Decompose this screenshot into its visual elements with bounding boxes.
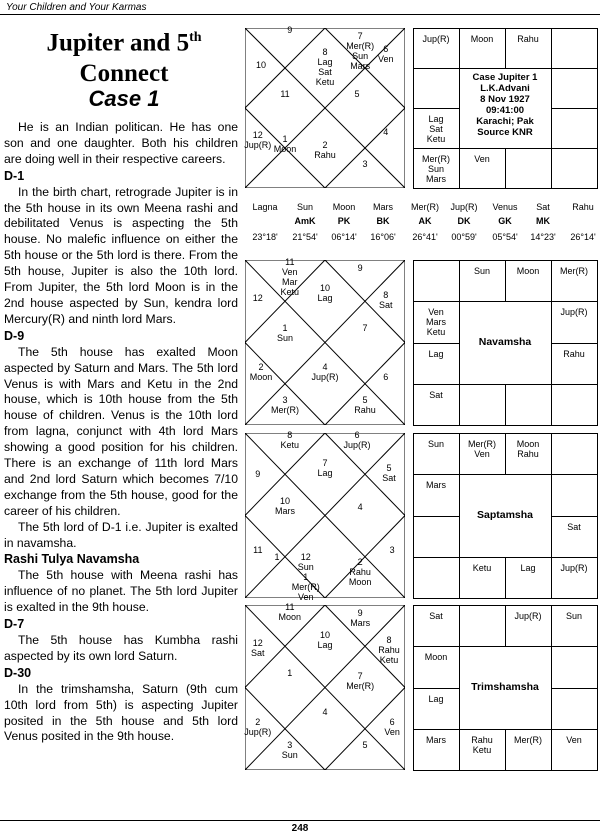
planet-degrees: 14°23' xyxy=(530,232,556,242)
case-info-line: Case Jupiter 1 xyxy=(472,72,538,83)
house-5-label: 5 xyxy=(354,88,360,99)
rashi-box xyxy=(551,646,598,688)
page-title: Jupiter and 5th Connect xyxy=(46,29,202,88)
case-info-line: 8 Nov 1927 xyxy=(480,94,530,105)
house-2-label: 2 Rahu Moon xyxy=(348,556,372,587)
planet-names: Rahu xyxy=(572,202,594,212)
house-4-label: 4 xyxy=(357,502,363,513)
chart-center-title: Navamsha xyxy=(478,335,532,348)
house-9-label: 9 xyxy=(255,469,261,480)
rashi-box xyxy=(413,68,460,109)
house-7-label: 7 Lag xyxy=(317,457,333,478)
rashi-box-content: Rahu Ketu xyxy=(471,734,493,755)
body-paragraph: He is an Indian politican. He has one son and one daughter. Both his children are doing well in their respective careers. xyxy=(4,120,238,166)
planet-names: Moon xyxy=(332,202,356,212)
planet-names: Venus xyxy=(492,202,518,212)
rashi-box-content: Rahu xyxy=(517,34,539,44)
planet-degrees: 16°06' xyxy=(370,232,396,242)
rashi-box xyxy=(551,148,598,189)
planet-names: Sat xyxy=(536,202,550,212)
house-5-label: 5 Rahu xyxy=(354,395,376,416)
case-subtitle: Case 1 xyxy=(88,86,160,111)
planet-degrees: 21°54' xyxy=(292,232,318,242)
house-9-label: 9 xyxy=(287,24,293,35)
rashi-box-content: Ven xyxy=(566,734,582,745)
house-10-label: 10 xyxy=(255,60,266,70)
rashi-box xyxy=(505,148,552,189)
house-7-label: 7 Mer(R) Sun Mars xyxy=(346,31,375,72)
house-7-label: 7 Mer(R) xyxy=(346,671,375,691)
rashi-box-content: Sat xyxy=(567,521,581,532)
house-3-label: 3 Sun xyxy=(281,740,298,761)
planet-degrees: 26°14' xyxy=(570,232,596,242)
rashi-box-content: Sun xyxy=(565,611,582,621)
rashi-box xyxy=(551,108,598,149)
section-heading: Rashi Tulya Navamsha xyxy=(4,552,140,567)
rashi-box xyxy=(459,605,506,647)
rashi-box-content: Sun xyxy=(427,439,444,449)
house-1-label: 1 xyxy=(287,667,293,678)
house-2-label: 2 Moon xyxy=(249,362,273,383)
planet-karakas: DK xyxy=(457,216,471,226)
rashi-box-content: Moon xyxy=(516,266,540,276)
rashi-box-content: Sat xyxy=(429,389,443,400)
house-11-label: 11 Moon xyxy=(278,601,302,622)
house-6-label: 6 Jup(R) xyxy=(343,429,371,450)
house-4-label: 4 xyxy=(322,707,328,718)
body-paragraph: The 5th house with Meena rashi has influence of no planet. The 5th lord Jupiter is exalted in the 9th house. xyxy=(4,568,238,615)
house-9-label: 9 Mars xyxy=(350,608,371,629)
section-heading: D-1 xyxy=(4,168,25,183)
case-info-line: 09:41:00 xyxy=(485,105,525,116)
case-info-line: Source KNR xyxy=(477,127,533,138)
rashi-box-content: Mer(R) xyxy=(514,734,542,745)
house-10-label: 10 Mars xyxy=(275,495,295,516)
rashi-box-content: Mer(R) Sun Mars xyxy=(422,154,450,184)
planet-names: Sun xyxy=(296,202,313,212)
house-11-label: 11 Ven Mar Ketu xyxy=(280,256,300,297)
rashi-box-content: Moon xyxy=(424,652,448,663)
rashi-box-content: Sat xyxy=(429,611,443,621)
planet-karakas: PK xyxy=(337,216,351,226)
rashi-box xyxy=(551,68,598,109)
planet-karakas: AmK xyxy=(294,216,316,226)
house-11-label: 11 xyxy=(253,545,263,556)
house-12-label: 12 Sun 1 Mer(R) Ven xyxy=(291,551,320,602)
body-paragraph: The 5th house has Kumbha rashi aspected by its own lord Saturn. xyxy=(4,633,238,663)
house-8-label: 8 Sat xyxy=(379,289,393,310)
rashi-box xyxy=(551,688,598,730)
planet-karakas: MK xyxy=(536,216,550,226)
rashi-box-content: Ven xyxy=(474,154,490,164)
rashi-box-content: Mer(R) xyxy=(560,266,588,276)
house-8-label: 8 Lag Sat Ketu xyxy=(315,47,335,88)
house-3-label: 3 xyxy=(362,159,368,170)
house-6-label: 6 Ven xyxy=(384,717,400,738)
rashi-box-content: Ven Mars Ketu xyxy=(426,307,446,338)
section-heading: D-9 xyxy=(4,328,25,343)
house-3-label: 3 xyxy=(389,545,395,556)
house-7-label: 7 xyxy=(362,322,368,333)
planet-degrees: 23°18' xyxy=(252,232,278,242)
body-paragraph: The 5th house has exalted Moon aspected by Saturn and Mars. The 5th lord Venus is with Mars and Ketu in the 2nd house, which is 10th house from the 5th house of children. Venus is the 10th lord from lagna, conjunct with 4th lord Mars showing a good position for his children. There is an exchange of 11th lord Mars and 2nd lord Saturn which becomes 7/10 exchange from the 5th house, good for the career of his children. xyxy=(4,344,238,518)
rashi-box-content: Ketu xyxy=(472,562,492,573)
house-8-label: 8 Ketu xyxy=(280,429,300,450)
rashi-box-content: Mer(R) Ven xyxy=(468,439,496,459)
house-5-label: 5 Sat xyxy=(382,462,396,483)
case-info-line: Karachi; Pak xyxy=(476,116,534,127)
rashi-box-content: Lag xyxy=(520,562,536,573)
rashi-box xyxy=(459,384,506,426)
rashi-box-content: Lag xyxy=(428,693,444,704)
planet-names: Mars xyxy=(373,202,393,212)
body-paragraph: In the birth chart, retrograde Jupiter is in the 5th house in its own Meena rashi and debilitated Venus is aspecting the 5th house. No malefic influence on either the 5th house or the 5th lord is there. From the 5th house, Jupiter is also the 10th lord. From Jupiter, the 5th lord Moon is in the 2nd house aspected by Sun, kendra lord Mercury(R) and ninth lord Mars. xyxy=(4,184,238,326)
footer-rule xyxy=(0,820,600,821)
rashi-box-content: Mars xyxy=(426,734,446,745)
house-3-label: 3 Mer(R) xyxy=(271,395,299,416)
rashi-box-content: Rahu xyxy=(563,348,585,359)
rashi-box xyxy=(413,516,460,558)
rashi-box-content: Sun xyxy=(473,266,490,276)
house-6-label: 6 xyxy=(383,372,389,383)
section-heading: D-7 xyxy=(4,617,25,632)
chart-center-title: Trimshamsha xyxy=(471,680,539,693)
planet-degrees: 00°59' xyxy=(451,232,477,242)
rashi-box-content: Mars xyxy=(426,480,446,491)
planet-names: Jup(R) xyxy=(450,202,478,212)
rashi-box xyxy=(551,384,598,426)
rashi-box-content: Moon xyxy=(470,34,494,44)
planet-names: Mer(R) xyxy=(411,202,439,212)
rashi-box-content: Jup(R) xyxy=(560,307,588,318)
planet-degrees: 26°41' xyxy=(412,232,438,242)
rashi-box xyxy=(505,384,552,426)
house-4-label: 4 xyxy=(383,127,389,138)
rashi-box-content: Jup(R) xyxy=(422,34,450,44)
house-2-label: 2 Jup(R) xyxy=(244,717,272,738)
house-1-label: 1 Sun xyxy=(276,322,293,343)
section-heading: D-30 xyxy=(4,665,32,680)
house-1-label: 1 xyxy=(274,551,280,562)
house-8-label: 8 Rahu Ketu xyxy=(378,634,400,665)
house-9-label: 9 xyxy=(357,263,363,274)
body-paragraph: The 5th lord of D-1 i.e. Jupiter is exalted in navamsha. xyxy=(4,519,238,550)
rashi-box xyxy=(551,474,598,516)
house-12-label: 12 Jup(R) xyxy=(244,130,272,151)
rashi-box xyxy=(413,557,460,599)
house-2-label: 2 Rahu xyxy=(314,140,336,160)
house-12-label: 12 xyxy=(252,293,263,303)
rashi-box-content: Lag Sat Ketu xyxy=(426,114,446,144)
house-5-label: 5 xyxy=(362,740,368,751)
house-11-label: 11 xyxy=(280,88,290,99)
planet-karakas: GK xyxy=(498,216,512,226)
case-info xyxy=(459,72,551,138)
house-4-label: 4 Jup(R) xyxy=(311,362,339,383)
planet-karakas: AK xyxy=(418,216,432,226)
house-10-label: 10 Lag xyxy=(317,283,333,304)
header-rule xyxy=(0,14,600,15)
planet-degrees: 06°14' xyxy=(331,232,357,242)
house-6-label: 6 Ven xyxy=(378,44,394,64)
rashi-box-content: Moon Rahu xyxy=(516,439,540,459)
planet-karakas: BK xyxy=(376,216,390,226)
house-12-label: 12 Sat xyxy=(251,638,265,658)
rashi-box-content: Jup(R) xyxy=(514,611,542,621)
rashi-box-content: Lag xyxy=(428,348,444,359)
house-1-label: 1 Moon xyxy=(273,133,297,154)
rashi-box xyxy=(413,260,460,302)
house-10-label: 10 Lag xyxy=(317,629,333,650)
planet-names: Lagna xyxy=(252,202,278,212)
page-number: 248 xyxy=(291,823,309,834)
body-text xyxy=(4,120,238,745)
running-header: Your Children and Your Karmas xyxy=(6,2,147,13)
planet-degrees: 05°54' xyxy=(492,232,518,242)
body-paragraph: In the trimshamsha, Saturn (9th cum 10th lord from 5th) is aspecting Jupiter posited in the 5th house and 5th lord Venus posited in the 9th house. xyxy=(4,681,238,744)
rashi-box-content: Jup(R) xyxy=(560,562,588,573)
case-info-line: L.K.Advani xyxy=(480,83,530,94)
rashi-box xyxy=(551,28,598,69)
chart-center-title: Saptamsha xyxy=(476,508,534,521)
rashi-box xyxy=(551,433,598,475)
